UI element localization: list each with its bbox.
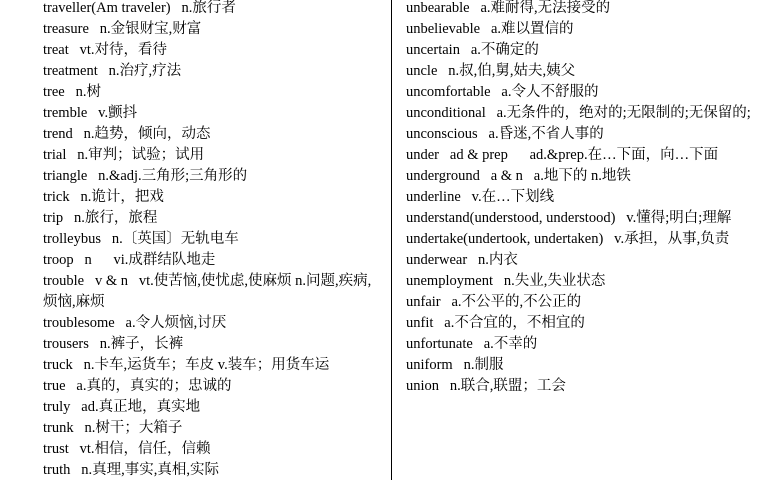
- vocab-entry-text: treat vt.对待，看待: [43, 42, 168, 58]
- vocab-entry-text: trolleybus n.〔英国〕无轨电车: [43, 231, 239, 247]
- vocab-entry: [406, 187, 778, 208]
- vocab-entry: [43, 313, 383, 334]
- vocab-entry-text: treatment n.治疗,疗法: [43, 63, 182, 79]
- vocab-entry: [43, 355, 383, 376]
- vocab-entry: [406, 250, 778, 271]
- vocab-entry-text: trunk n.树干；大箱子: [43, 420, 183, 436]
- vocab-entry: [43, 418, 383, 439]
- vocab-entry: [406, 61, 778, 82]
- vocab-entry-text: trousers n.裤子，长裤: [43, 336, 184, 352]
- vocab-entry: [406, 82, 778, 103]
- vocab-entry-text: unconscious a.昏迷,不省人事的: [406, 126, 604, 142]
- vocab-entry: [43, 439, 383, 460]
- vocab-entry: [406, 145, 778, 166]
- vocab-entry: [406, 19, 778, 40]
- vocab-entry: [43, 208, 383, 229]
- vocab-entry-text: uncomfortable a.令人不舒服的: [406, 84, 599, 100]
- vocab-entry-text: traveller(Am traveler) n.旅行者: [43, 0, 236, 16]
- vocab-entry-text: under ad & prep ad.&prep.在…下面，向…下面: [406, 147, 719, 163]
- vocab-entry: [406, 124, 778, 145]
- vocab-entry: [43, 376, 383, 397]
- vocab-entry-text: truck n.卡车,运货车；车皮 v.装车；用货车运: [43, 357, 330, 373]
- vocab-entry-text: truly ad.真正地，真实地: [43, 399, 201, 415]
- vocab-entry: [406, 208, 778, 229]
- vocab-entry: [43, 103, 383, 124]
- vocab-entry: [43, 145, 383, 166]
- vocab-entry: [43, 187, 383, 208]
- vocab-entry-text: trend n.趋势，倾向，动态: [43, 126, 211, 142]
- vocab-entry-text: underwear n.内衣: [406, 252, 518, 268]
- vocabulary-column-left: [43, 0, 383, 480]
- vocab-entry: [43, 229, 383, 250]
- vocab-entry: [406, 40, 778, 61]
- vocab-entry-text: true a.真的，真实的；忠诚的: [43, 378, 232, 394]
- vocab-entry-text: triangle n.&adj.三角形;三角形的: [43, 168, 248, 184]
- vocab-entry-text: trick n.诡计，把戏: [43, 189, 164, 205]
- vocab-entry: [406, 0, 778, 19]
- vocab-entry-text: trust vt.相信，信任，信赖: [43, 441, 211, 457]
- vocab-entry: [406, 166, 778, 187]
- vocab-entry: [406, 229, 778, 250]
- vocab-entry-text: unemployment n.失业,失业状态: [406, 273, 606, 289]
- vocab-entry: [43, 334, 383, 355]
- vocab-entry-text: underline v.在…下划线: [406, 189, 555, 205]
- vocab-entry: [43, 271, 383, 313]
- vocab-entry-text: underground a & n a.地下的 n.地铁: [406, 168, 631, 184]
- vocab-entry: [406, 355, 778, 376]
- vocab-entry: [43, 250, 383, 271]
- vocab-entry-text: tree n.树: [43, 84, 101, 100]
- vocab-entry-text: trial n.审判；试验；试用: [43, 147, 205, 163]
- vocab-entry-text: union n.联合,联盟；工会: [406, 378, 566, 394]
- vocab-entry: [406, 271, 778, 292]
- vocab-entry-text: trouble v & n vt.使苦恼,使忧虑,使麻烦 n.问题,疾病,烦恼,麻烦: [43, 273, 372, 310]
- vocab-entry: [43, 460, 383, 480]
- vocab-entry: [406, 103, 778, 124]
- vocab-entry: [43, 19, 383, 40]
- vocab-entry-text: trip n.旅行，旅程: [43, 210, 158, 226]
- vocab-entry-text: unbearable a.难耐得,无法接受的: [406, 0, 611, 16]
- vocab-entry-text: treasure n.金银财宝,财富: [43, 21, 202, 37]
- vocab-entry-text: unfortunate a.不幸的: [406, 336, 538, 352]
- vocab-entry-text: uncertain a.不确定的: [406, 42, 539, 58]
- vocab-entry-text: unfit a.不合宜的，不相宜的: [406, 315, 585, 331]
- vocab-entry-text: uniform n.制服: [406, 357, 504, 373]
- vocab-entry: [43, 166, 383, 187]
- vocab-entry-text: undertake(undertook, undertaken) v.承担，从事,负责: [406, 231, 730, 247]
- vocab-entry: [43, 397, 383, 418]
- vocab-entry-text: unconditional a.无条件的，绝对的;无限制的;无保留的;: [406, 105, 751, 121]
- vocab-entry: [406, 334, 778, 355]
- vocab-entry: [43, 124, 383, 145]
- vocab-entry: [406, 376, 778, 397]
- vocab-entry: [43, 0, 383, 19]
- vocab-entry-text: troublesome a.令人烦恼,讨厌: [43, 315, 227, 331]
- vocabulary-column-right: [406, 0, 778, 397]
- vocab-entry-text: unbelievable a.难以置信的: [406, 21, 574, 37]
- vocab-entry: [43, 40, 383, 61]
- vocab-entry: [406, 313, 778, 334]
- vocab-entry-text: unfair a.不公平的,不公正的: [406, 294, 582, 310]
- vocab-entry: [43, 61, 383, 82]
- vocab-entry-text: troop n vi.成群结队地走: [43, 252, 216, 268]
- vocab-entry-text: uncle n.叔,伯,舅,姑夫,姨父: [406, 63, 576, 79]
- vocab-entry: [43, 82, 383, 103]
- vocab-entry-text: truth n.真理,事实,真相,实际: [43, 462, 220, 478]
- column-divider: [391, 0, 392, 480]
- vocab-entry-text: understand(understood, understood) v.懂得;明白;理解: [406, 210, 732, 226]
- vocab-entry: [406, 292, 778, 313]
- vocab-entry-text: tremble v.颤抖: [43, 105, 138, 121]
